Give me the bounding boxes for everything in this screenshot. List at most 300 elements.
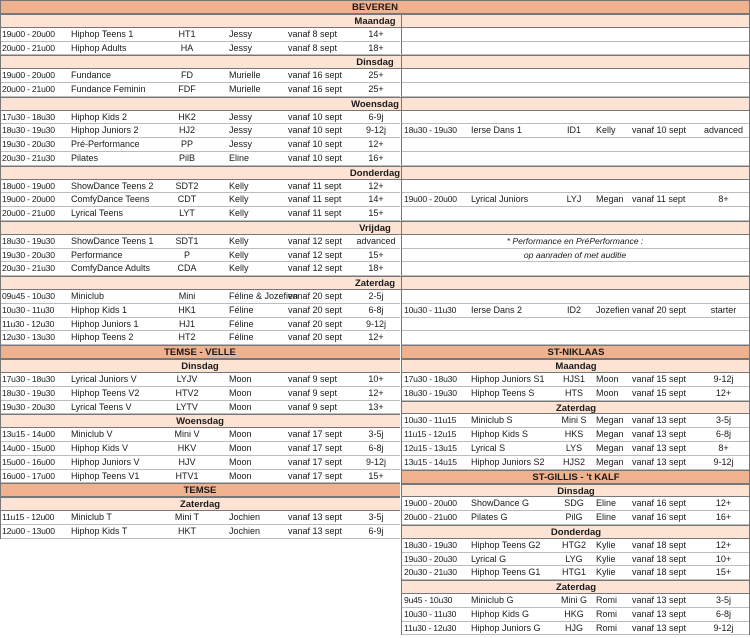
class-time: 18u30 - 19u30: [404, 387, 457, 398]
day-header-zaterdag: Zaterdag: [0, 276, 750, 290]
class-row: [402, 414, 750, 428]
class-start: vanaf 16 sept: [288, 84, 343, 94]
class-start: vanaf 13 sept: [632, 429, 687, 440]
class-teacher: Romi: [596, 595, 618, 605]
class-time: 20u30 - 21u30: [2, 153, 55, 163]
class-teacher: Féline: [229, 318, 254, 329]
class-code: SDG: [564, 498, 584, 509]
class-code: LYJV: [176, 374, 198, 384]
class-start: vanaf 9 sept: [288, 387, 338, 398]
class-time: 19u30 - 20u30: [2, 249, 55, 260]
class-class: Ierse Dans 1: [471, 125, 523, 136]
class-row: [0, 387, 400, 401]
class-teacher: Megan: [596, 443, 624, 453]
class-class: Hiphop Kids G: [471, 608, 530, 619]
class-level: 10+: [715, 553, 732, 564]
class-row: [402, 373, 750, 387]
class-time: 18u30 - 19u30: [2, 125, 55, 136]
class-class: Hiphop Juniors 2: [71, 125, 139, 136]
class-teacher: Eline: [596, 512, 617, 523]
day-header-dinsdag: Dinsdag: [402, 484, 750, 498]
class-code: HK2: [178, 111, 196, 122]
class-level: 12+: [368, 387, 384, 398]
class-teacher: Jochien: [229, 512, 261, 523]
class-level: 6-8j: [715, 608, 731, 619]
class-start: vanaf 8 sept: [288, 42, 338, 53]
location-header-st-gillis-t-kalf: ST-GILLIS - 't KALF: [402, 470, 750, 484]
class-time: 9u45 - 10u30: [404, 595, 453, 605]
class-class: Fundance Feminin: [71, 84, 146, 94]
class-row: [402, 304, 750, 318]
class-row: [0, 470, 400, 484]
empty-row: [402, 83, 750, 97]
class-teacher: Romi: [596, 622, 618, 633]
class-start: vanaf 20 sept: [288, 332, 343, 343]
class-teacher: Jochien: [229, 526, 261, 536]
class-level: 13+: [368, 401, 384, 412]
class-row: [0, 235, 400, 249]
class-code: SDT1: [175, 235, 199, 246]
class-start: vanaf 13 sept: [632, 608, 687, 619]
class-start: vanaf 16 sept: [288, 70, 343, 81]
class-class: Lyrical Juniors: [471, 194, 529, 205]
class-class: Miniclub G: [471, 595, 514, 605]
class-start: vanaf 12 sept: [288, 249, 343, 260]
class-row: [0, 511, 400, 525]
class-start: vanaf 11 sept: [288, 180, 342, 191]
performance-note: op aanraden of met auditie: [523, 249, 627, 260]
class-teacher: Megan: [596, 194, 624, 205]
class-level: 3-5j: [368, 512, 384, 523]
class-class: Hiphop Kids T: [71, 526, 128, 536]
class-teacher: Jessy: [229, 28, 253, 39]
class-start: vanaf 16 sept: [632, 512, 687, 523]
class-start: vanaf 13 sept: [288, 512, 343, 523]
class-start: vanaf 10 sept: [288, 153, 343, 163]
empty-row: [402, 111, 750, 125]
class-class: Hiphop Juniors S1: [471, 374, 545, 384]
class-class: ComfyDance Teens: [71, 194, 150, 205]
class-level: 6-8j: [368, 304, 384, 315]
class-level: 9-12j: [365, 456, 386, 467]
class-class: Lyrical Teens V: [71, 401, 132, 412]
class-time: 19u30 - 20u30: [2, 401, 55, 412]
class-teacher: Kelly: [229, 249, 249, 260]
class-teacher: Moon: [229, 429, 252, 440]
class-code: HJ1: [178, 318, 195, 329]
class-start: vanaf 20 sept: [288, 304, 343, 315]
class-teacher: Kelly: [229, 263, 249, 274]
class-class: Miniclub T: [71, 512, 112, 523]
class-start: vanaf 17 sept: [288, 470, 343, 481]
class-teacher: Kelly: [229, 208, 249, 219]
class-teacher: Jessy: [229, 42, 253, 53]
class-code: HKG: [564, 608, 584, 619]
class-code: SDT2: [175, 180, 199, 191]
class-class: Fundance: [71, 70, 112, 81]
class-row: [402, 594, 750, 608]
class-code: Mini S: [561, 415, 587, 426]
class-level: 9-12j: [713, 622, 734, 633]
class-teacher: Kelly: [229, 180, 249, 191]
class-class: Hiphop Teens S: [471, 387, 535, 398]
class-row: [0, 318, 400, 332]
class-time: 12u00 - 13u00: [2, 526, 55, 536]
class-level: 8+: [718, 194, 729, 205]
class-teacher: Féline: [229, 332, 254, 343]
class-teacher: Romi: [596, 608, 618, 619]
class-class: Hiphop Teens G2: [471, 539, 541, 550]
empty-row: [402, 138, 750, 152]
class-start: vanaf 17 sept: [288, 429, 343, 440]
class-row: [402, 124, 750, 138]
day-header-zaterdag: Zaterdag: [402, 580, 750, 594]
class-time: 20u00 - 21u00: [2, 42, 55, 53]
grid-line: [0, 0, 1, 539]
class-code: HKS: [564, 429, 584, 440]
class-code: HJG: [565, 622, 583, 633]
class-level: 3-5j: [368, 429, 384, 440]
class-teacher: Féline: [229, 304, 254, 315]
class-teacher: Murielle: [229, 84, 261, 94]
class-time: 10u30 - 11u30: [404, 304, 457, 315]
class-row: [402, 442, 750, 456]
class-code: HJS1: [562, 374, 585, 384]
class-class: Pré-Performance: [71, 139, 140, 150]
class-time: 19u00 - 20u00: [2, 194, 55, 205]
class-time: 20u00 - 21u00: [2, 84, 55, 94]
location-header-temse: TEMSE: [0, 483, 400, 497]
class-code: FDF: [178, 84, 196, 94]
class-level: 15+: [368, 208, 384, 219]
class-row: [0, 207, 400, 221]
class-class: Hiphop Juniors G: [471, 622, 541, 633]
class-code: HT1: [178, 28, 196, 39]
class-row: [0, 193, 400, 207]
class-class: Hiphop Kids 2: [71, 111, 128, 122]
class-row: [402, 193, 750, 207]
class-start: vanaf 16 sept: [632, 498, 687, 509]
empty-row: [402, 180, 750, 194]
class-code: HTV1: [175, 470, 199, 481]
class-code: LYJ: [566, 194, 582, 205]
class-class: Hiphop Kids 1: [71, 304, 128, 315]
class-class: ShowDance Teens 2: [71, 180, 154, 191]
class-time: 20u30 - 21u30: [404, 567, 457, 578]
class-time: 10u30 - 11u15: [404, 415, 457, 426]
class-start: vanaf 13 sept: [632, 443, 687, 453]
class-start: vanaf 20 sept: [288, 318, 343, 329]
class-level: 10+: [368, 374, 384, 384]
class-teacher: Moon: [596, 374, 619, 384]
class-start: vanaf 12 sept: [288, 263, 343, 274]
class-level: 16+: [368, 153, 384, 163]
class-code: PP: [180, 139, 193, 150]
class-code: HJV: [178, 456, 196, 467]
class-time: 18u30 - 19u30: [404, 125, 457, 136]
class-time: 19u30 - 20u30: [404, 553, 457, 564]
empty-row: [402, 331, 750, 345]
class-class: Hiphop Juniors V: [71, 456, 140, 467]
class-level: 18+: [368, 42, 384, 53]
class-time: 10u30 - 11u30: [404, 608, 457, 619]
class-time: 19u30 - 20u30: [2, 139, 55, 150]
class-row: [0, 290, 400, 304]
class-class: Performance: [71, 249, 123, 260]
class-teacher: Moon: [229, 387, 252, 398]
class-teacher: Murielle: [229, 70, 261, 81]
class-class: Miniclub V: [71, 429, 113, 440]
class-class: Miniclub: [71, 291, 105, 301]
class-time: 15u00 - 16u00: [2, 456, 55, 467]
class-teacher: Kelly: [596, 125, 616, 136]
day-header-woensdag: Woensdag: [0, 414, 400, 428]
class-start: vanaf 20 sept: [632, 304, 687, 315]
class-start: vanaf 18 sept: [632, 567, 687, 578]
class-teacher: Kelly: [229, 194, 249, 205]
class-row: [402, 622, 750, 636]
class-start: vanaf 15 sept: [632, 387, 687, 398]
class-time: 18u30 - 19u30: [2, 387, 55, 398]
class-time: 09u45 - 10u30: [2, 291, 55, 301]
class-row: [0, 69, 400, 83]
class-start: vanaf 18 sept: [632, 539, 687, 550]
class-teacher: Moon: [229, 443, 252, 453]
class-code: PilG: [565, 512, 583, 523]
class-start: vanaf 8 sept: [288, 28, 338, 39]
class-code: HT2: [178, 332, 196, 343]
class-level: 25+: [368, 70, 384, 81]
class-class: ShowDance G: [471, 498, 530, 509]
class-level: 8+: [718, 443, 729, 453]
class-teacher: Jessy: [229, 111, 253, 122]
class-level: advanced: [356, 235, 396, 246]
day-header-maandag: Maandag: [402, 359, 750, 373]
class-time: 11u30 - 12u30: [2, 318, 55, 329]
empty-row: [402, 207, 750, 221]
class-code: HA: [180, 42, 194, 53]
class-time: 19u00 - 20u00: [404, 498, 457, 509]
class-row: [0, 249, 400, 263]
class-start: vanaf 10 sept: [288, 111, 343, 122]
class-class: ShowDance Teens 1: [71, 235, 154, 246]
class-class: Hiphop Adults: [71, 42, 127, 53]
class-class: Hiphop Juniors 1: [71, 318, 139, 329]
class-code: Mini: [178, 291, 196, 301]
class-time: 20u30 - 21u30: [2, 263, 55, 274]
class-level: 3-5j: [715, 415, 731, 426]
class-teacher: Moon: [229, 374, 252, 384]
class-code: HTV2: [175, 387, 199, 398]
class-class: Ierse Dans 2: [471, 304, 523, 315]
class-row: [402, 456, 750, 470]
class-code: CDA: [177, 263, 197, 274]
class-start: vanaf 10 sept: [288, 139, 343, 150]
class-level: 6-8j: [715, 429, 731, 440]
class-start: vanaf 13 sept: [288, 526, 343, 536]
class-level: 3-5j: [715, 595, 731, 605]
empty-row: [402, 28, 750, 42]
class-time: 16u00 - 17u00: [2, 470, 55, 481]
class-class: Hiphop Teens V2: [71, 387, 140, 398]
class-start: vanaf 10 sept: [288, 125, 343, 136]
class-teacher: Moon: [229, 470, 252, 481]
class-time: 18u00 - 19u00: [2, 180, 55, 191]
class-time: 14u00 - 15u00: [2, 443, 55, 453]
day-header-zaterdag: Zaterdag: [402, 401, 750, 415]
class-code: LYS: [565, 443, 583, 453]
empty-row: [402, 318, 750, 332]
class-level: 6-9j: [368, 111, 384, 122]
class-level: 15+: [715, 567, 732, 578]
class-level: 14+: [368, 194, 384, 205]
class-row: [0, 83, 400, 97]
performance-note: * Performance en PréPerformance :: [506, 235, 644, 246]
class-code: HTG1: [561, 567, 586, 578]
class-level: 12+: [715, 498, 732, 509]
class-level: 16+: [715, 512, 732, 523]
class-row: [0, 138, 400, 152]
class-row: [402, 497, 750, 511]
class-class: Lyrical Juniors V: [71, 374, 137, 384]
class-start: vanaf 9 sept: [288, 401, 338, 412]
class-time: 11u15 - 12u15: [404, 429, 457, 440]
class-row: [402, 539, 750, 553]
class-start: vanaf 11 sept: [288, 194, 342, 205]
class-code: ID1: [566, 125, 581, 136]
class-code: HK1: [178, 304, 196, 315]
class-teacher: Jessy: [229, 139, 253, 150]
class-start: vanaf 13 sept: [632, 415, 687, 426]
class-teacher: Kelly: [229, 235, 249, 246]
class-row: [402, 566, 750, 580]
class-time: 19u00 - 20u00: [2, 70, 55, 81]
class-level: 9-12j: [713, 456, 734, 467]
class-class: Hiphop Juniors S2: [471, 456, 545, 467]
location-header-beveren: BEVEREN: [0, 0, 750, 14]
class-class: Hiphop Teens 1: [71, 28, 134, 39]
class-class: Hiphop Kids V: [71, 443, 129, 453]
day-header-vrijdag: Vrijdag: [0, 221, 750, 235]
day-header-dinsdag: Dinsdag: [0, 55, 750, 69]
day-header-donderdag: Donderdag: [402, 525, 750, 539]
class-code: LYG: [565, 553, 583, 564]
day-header-dinsdag: Dinsdag: [0, 359, 400, 373]
class-level: 25+: [368, 84, 384, 94]
class-class: Hiphop Teens G1: [471, 567, 541, 578]
class-code: HTG2: [561, 539, 586, 550]
class-start: vanaf 17 sept: [288, 443, 343, 453]
class-level: 15+: [368, 470, 384, 481]
class-time: 13u15 - 14u00: [2, 429, 55, 440]
class-code: FD: [181, 70, 193, 81]
class-teacher: Megan: [596, 429, 624, 440]
class-row: [0, 401, 400, 415]
class-time: 12u30 - 13u30: [2, 332, 55, 343]
class-teacher: Féline & Jozefien: [229, 291, 299, 301]
class-teacher: Kylie: [596, 539, 616, 550]
class-teacher: Jessy: [229, 125, 253, 136]
class-class: ComfyDance Adults: [71, 263, 151, 274]
class-time: 17u30 - 18u30: [2, 111, 55, 122]
class-code: HJS2: [562, 456, 585, 467]
class-row: [0, 124, 400, 138]
class-row: [402, 553, 750, 567]
class-level: 9-12j: [365, 125, 386, 136]
empty-row: [402, 42, 750, 56]
class-level: advanced: [703, 125, 744, 136]
class-row: [0, 152, 400, 166]
class-row: [0, 262, 400, 276]
class-level: 18+: [368, 263, 384, 274]
class-row: [0, 111, 400, 125]
class-time: 13u15 - 14u15: [404, 456, 457, 467]
class-row: [0, 331, 400, 345]
class-class: Hiphop Teens 2: [71, 332, 134, 343]
class-code: PilB: [178, 153, 195, 163]
class-start: vanaf 13 sept: [632, 456, 687, 467]
class-row: [0, 28, 400, 42]
class-level: 6-9j: [368, 526, 384, 536]
class-row: [0, 373, 400, 387]
class-start: vanaf 9 sept: [288, 374, 338, 384]
day-header-maandag: Maandag: [0, 14, 750, 28]
class-class: Miniclub S: [471, 415, 513, 426]
class-level: 12+: [368, 332, 384, 343]
class-row: [0, 442, 400, 456]
class-time: 19u00 - 20u00: [2, 28, 55, 39]
empty-row: [402, 290, 750, 304]
class-time: 17u30 - 18u30: [404, 374, 457, 384]
day-header-zaterdag: Zaterdag: [0, 497, 400, 511]
class-class: Pilates: [71, 153, 99, 163]
grid-line: [401, 14, 402, 635]
class-code: LYT: [179, 208, 195, 219]
class-row: [0, 180, 400, 194]
location-header-temse-velle: TEMSE - VELLE: [0, 345, 400, 359]
class-row: [402, 608, 750, 622]
class-class: Hiphop Teens V1: [71, 470, 140, 481]
class-level: 9-12j: [713, 374, 734, 384]
class-code: CDT: [177, 194, 197, 205]
class-code: ID2: [566, 304, 581, 315]
class-code: P: [183, 249, 190, 260]
class-time: 12u15 - 13u15: [404, 443, 457, 453]
class-row: [0, 304, 400, 318]
class-class: Lyrical G: [471, 553, 507, 564]
day-header-woensdag: Woensdag: [0, 97, 750, 111]
class-time: 18u30 - 19u30: [404, 539, 457, 550]
class-level: 12+: [368, 139, 384, 150]
class-teacher: Megan: [596, 415, 624, 426]
class-code: Mini V: [174, 429, 200, 440]
day-header-donderdag: Donderdag: [0, 166, 750, 180]
class-start: vanaf 13 sept: [632, 595, 687, 605]
location-header-st-niklaas: ST-NIKLAAS: [402, 345, 750, 359]
class-code: Mini G: [560, 595, 587, 605]
class-teacher: Kylie: [596, 553, 616, 564]
class-level: 9-12j: [365, 318, 386, 329]
class-time: 10u30 - 11u30: [2, 304, 55, 315]
class-row: [0, 428, 400, 442]
class-code: HJ2: [178, 125, 195, 136]
class-row: [402, 511, 750, 525]
class-start: vanaf 10 sept: [632, 125, 687, 136]
class-row: [402, 387, 750, 401]
class-level: 15+: [368, 249, 384, 260]
class-time: 11u30 - 12u30: [404, 622, 457, 633]
class-code: HTS: [565, 387, 583, 398]
